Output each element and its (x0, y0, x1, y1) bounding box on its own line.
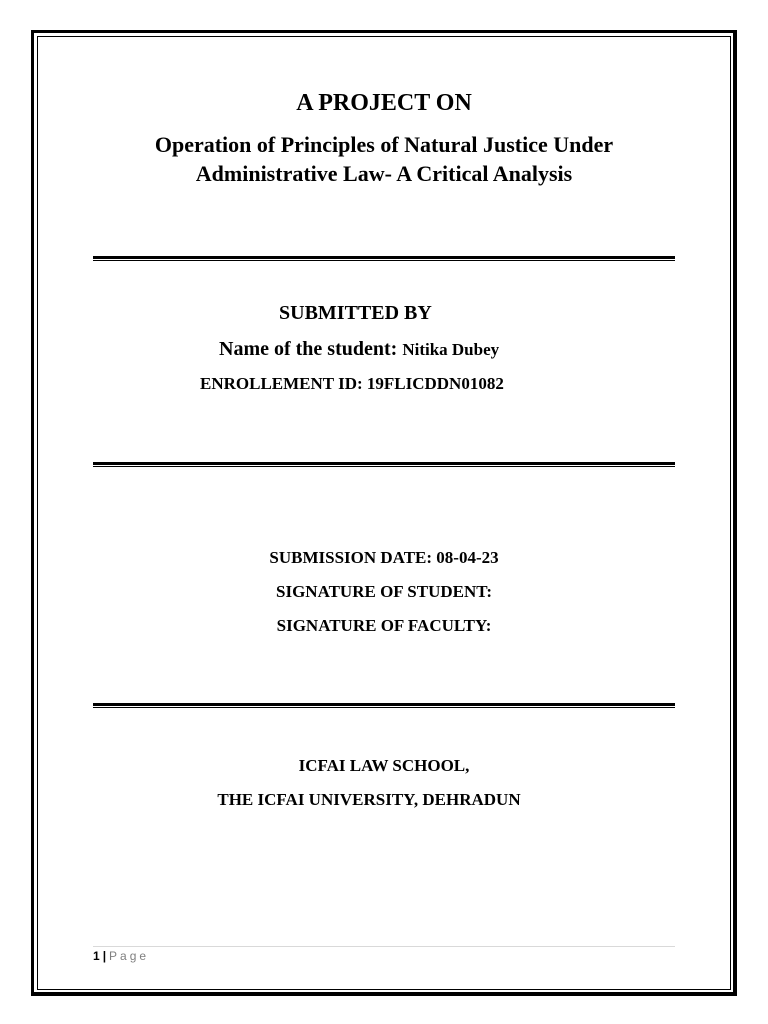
page-label: Page (109, 949, 150, 963)
university-name: THE ICFAI UNIVERSITY, DEHRADUN (217, 790, 521, 809)
footer-separator: | (102, 949, 107, 963)
divider-rule-1 (93, 256, 675, 262)
divider-rule-3 (93, 703, 675, 709)
student-name-line (219, 336, 499, 363)
submitted-by-heading: SUBMITTED BY (279, 302, 432, 324)
school-name: ICFAI LAW SCHOOL, (298, 756, 470, 775)
page-footer (93, 949, 149, 963)
document-title: A PROJECT ON (296, 90, 472, 116)
student-name-label: Name of the student: (219, 338, 398, 360)
page-number: 1 (93, 949, 100, 963)
divider-rule-2 (93, 462, 675, 468)
submission-date: SUBMISSION DATE: 08-04-23 (269, 548, 499, 567)
student-signature-label: SIGNATURE OF STUDENT: (276, 582, 492, 601)
student-name-value: Nitika Dubey (402, 340, 500, 359)
faculty-signature-label: SIGNATURE OF FACULTY: (276, 616, 492, 635)
enrollment-id: ENROLLEMENT ID: 19FLICDDN01082 (200, 374, 504, 393)
footer-divider (93, 946, 675, 947)
subtitle-line-1: Operation of Principles of Natural Justice Under (154, 132, 614, 157)
document-subtitle (0, 130, 768, 188)
subtitle-line-2: Administrative Law- A Critical Analysis (195, 161, 573, 186)
